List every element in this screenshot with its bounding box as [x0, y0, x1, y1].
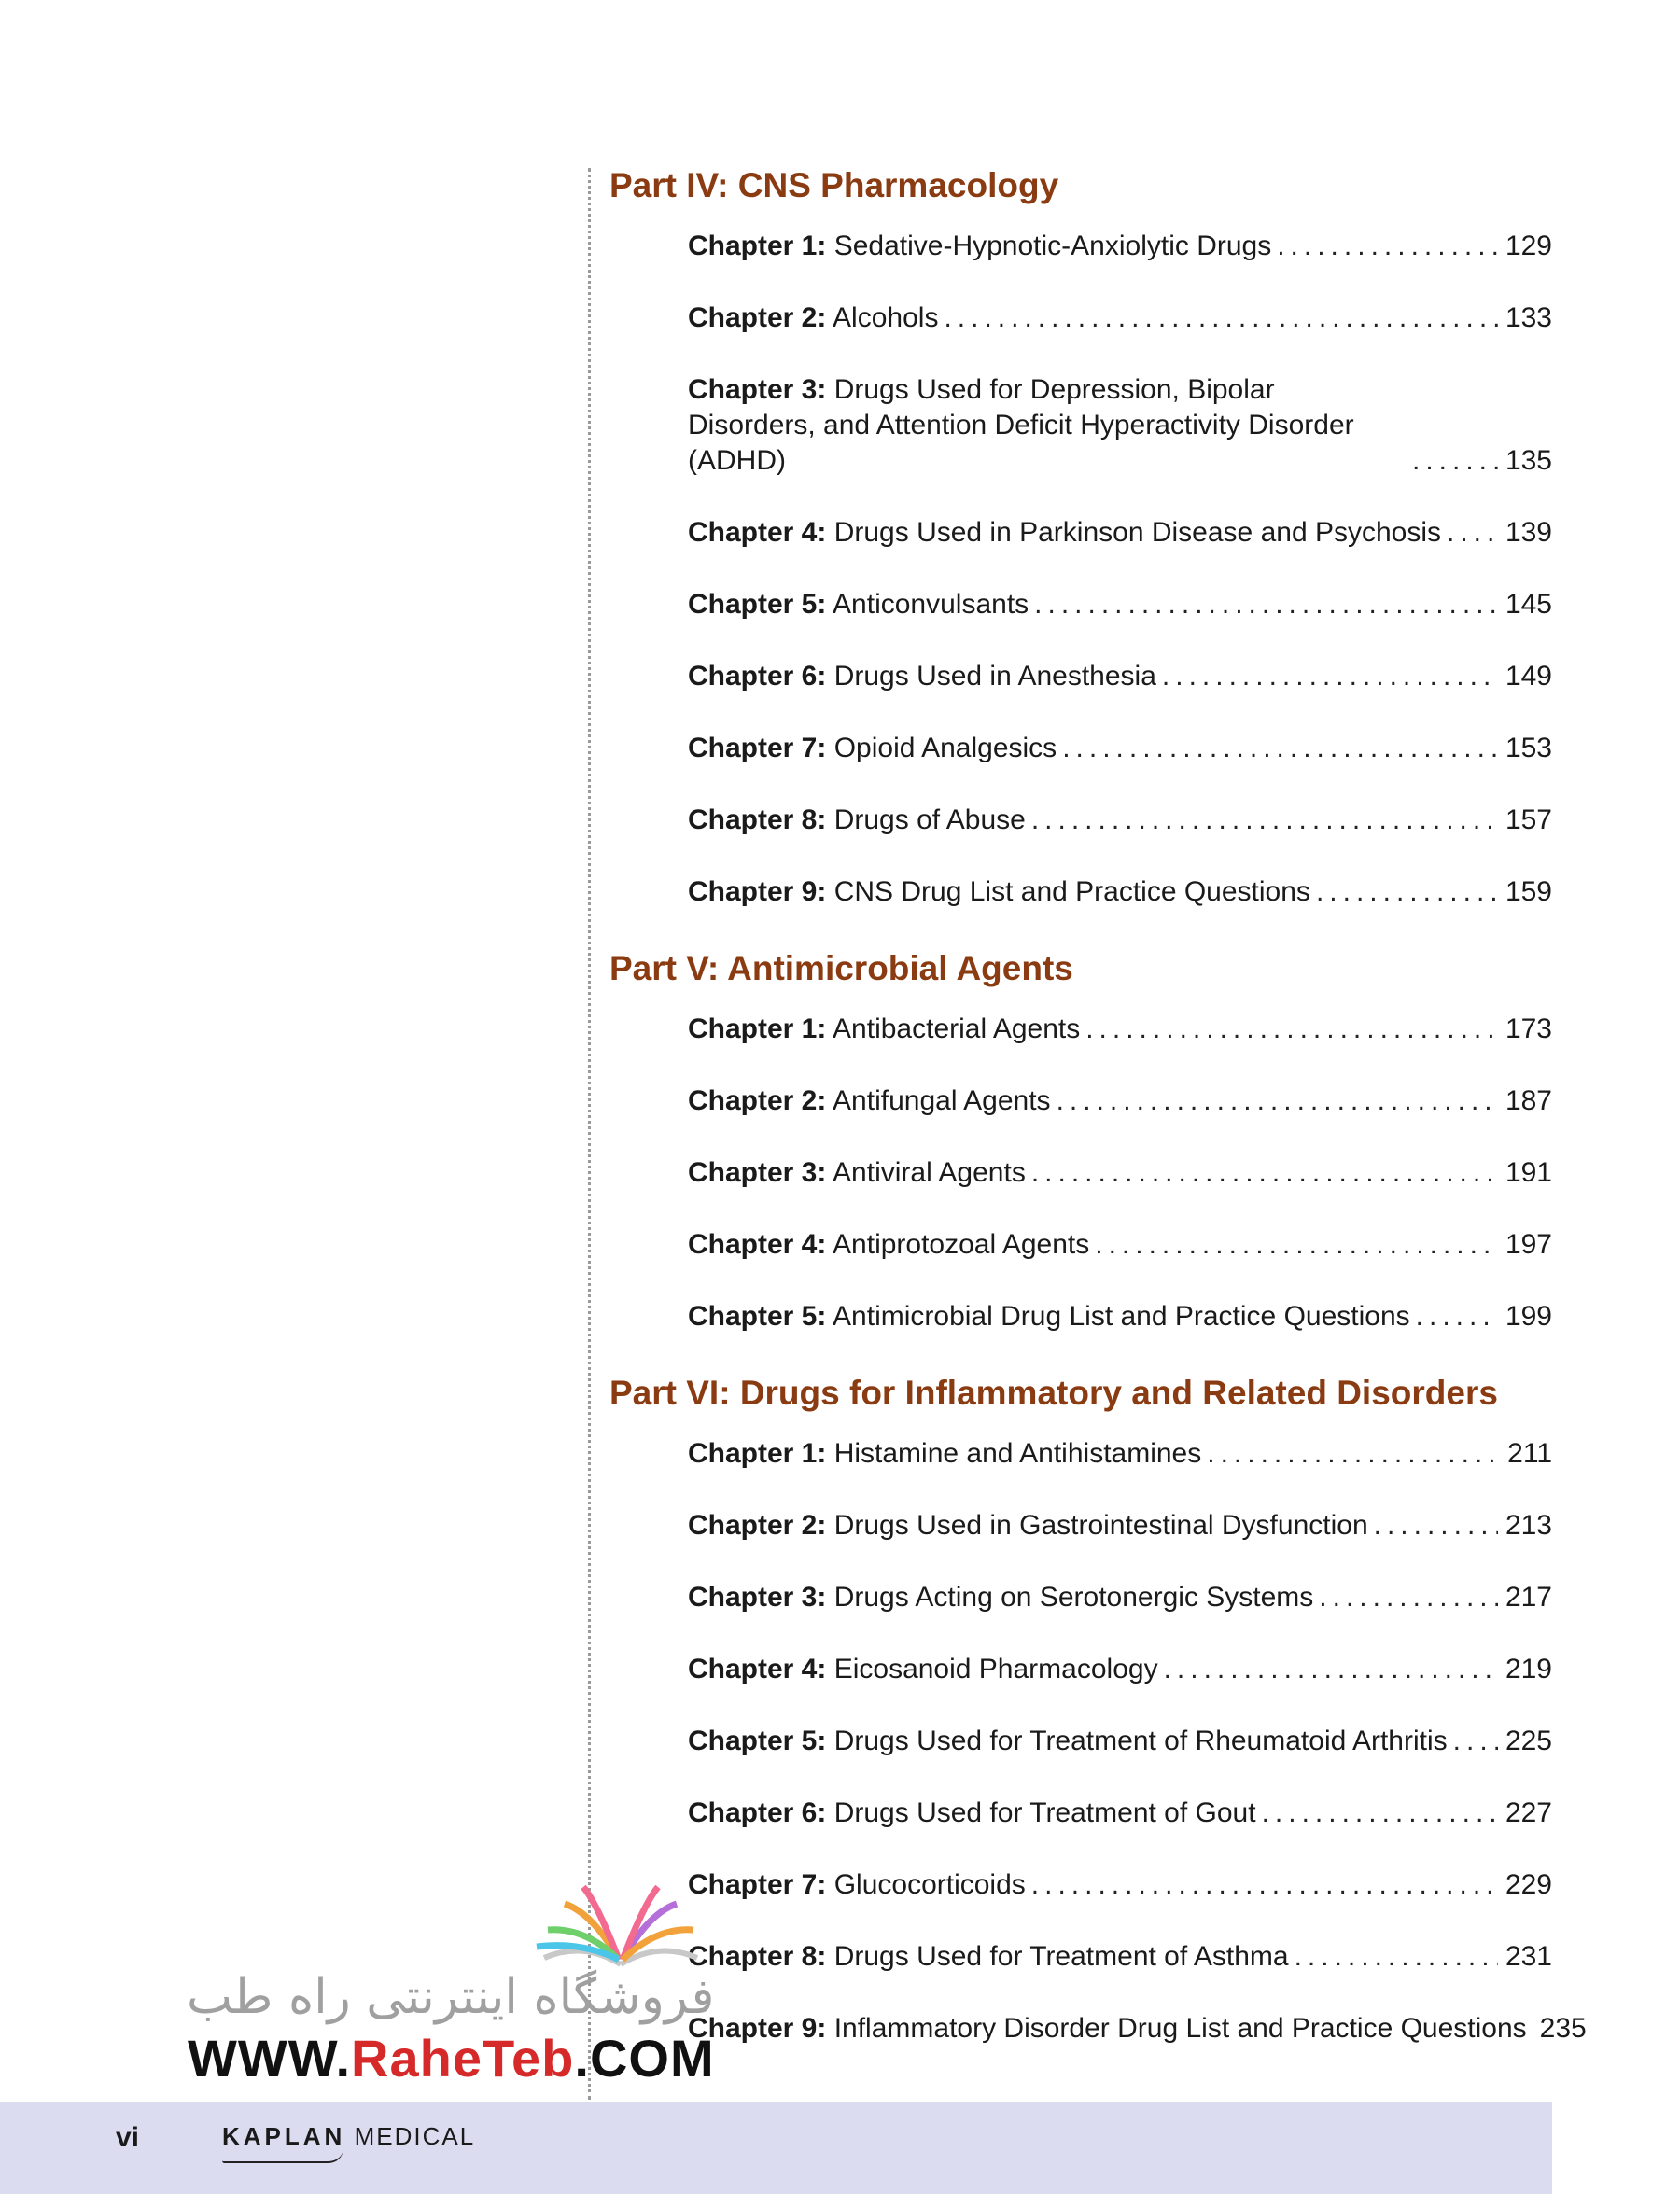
chapter-label: Chapter 8: — [688, 804, 827, 835]
chapter-label: Chapter 2: — [688, 302, 827, 333]
chapter-title: Drugs Used in Parkinson Disease and Psychosis — [833, 517, 1442, 548]
toc-entry[interactable] — [688, 2011, 1587, 2047]
page-number: 145 — [1505, 589, 1552, 620]
page-number: 199 — [1505, 1301, 1552, 1332]
chapter-title: Drugs Used for Treatment of Gout — [833, 1797, 1256, 1828]
chapter-label: Chapter 7: — [688, 1869, 827, 1900]
page-number: 153 — [1505, 733, 1552, 763]
chapter-label: Chapter 7: — [688, 733, 827, 763]
toc-entry[interactable] — [688, 229, 1552, 264]
leader-dots — [1031, 1155, 1498, 1191]
logo-swoosh — [222, 2148, 343, 2163]
part-vi — [609, 1371, 1587, 2047]
chapter-title: Antibacterial Agents — [833, 1013, 1081, 1044]
toc-entry[interactable] — [688, 515, 1552, 551]
leader-dots — [1374, 1508, 1498, 1544]
chapter-label: Chapter 2: — [688, 1510, 827, 1541]
chapter-title: Drugs Used for Treatment of Asthma — [833, 1941, 1289, 1972]
part-title: Part V: Antimicrobial Agents — [609, 949, 1073, 987]
leader-dots — [1277, 229, 1498, 264]
page-number: 213 — [1505, 1510, 1552, 1541]
toc-entry[interactable] — [688, 1724, 1552, 1759]
leader-dots — [1057, 1083, 1498, 1119]
leader-dots — [1316, 874, 1498, 910]
page-number: 229 — [1505, 1869, 1552, 1900]
leader-dots — [1447, 515, 1498, 551]
chapter-label: Chapter 1: — [688, 1438, 827, 1469]
leader-dots — [1085, 1012, 1498, 1047]
page-number: 231 — [1505, 1941, 1552, 1972]
chapter-label: Chapter 5: — [688, 1726, 827, 1756]
part-title: Part VI: Drugs for Inflammatory and Related Disorders — [609, 1374, 1498, 1412]
page-number: 197 — [1505, 1229, 1552, 1260]
toc-entry[interactable] — [688, 659, 1552, 694]
chapter-label: Chapter 1: — [688, 1013, 827, 1044]
toc-entry[interactable] — [688, 1796, 1552, 1831]
leader-dots — [1031, 1867, 1498, 1903]
brand-name: KAPLAN — [222, 2122, 346, 2150]
toc-entry[interactable] — [688, 587, 1552, 622]
toc-entry[interactable] — [688, 1083, 1552, 1119]
dotted-divider — [588, 168, 591, 2100]
watermark — [182, 1876, 723, 2090]
toc-entry[interactable] — [688, 874, 1552, 910]
page-number: 217 — [1505, 1582, 1552, 1613]
part-iv — [609, 163, 1552, 910]
toc-entry[interactable] — [688, 1867, 1552, 1903]
chapter-label: Chapter 6: — [688, 1797, 827, 1828]
leader-dots — [1162, 659, 1498, 694]
leader-dots — [1262, 1796, 1498, 1831]
page-number: 149 — [1505, 661, 1552, 692]
chapter-title: Opioid Analgesics — [833, 733, 1057, 763]
chapter-title: Drugs Used for Depression, Bipolar Disorders, and Attention Deficit Hyperactivity Disorder (ADHD) — [688, 374, 1354, 476]
page-number: 157 — [1505, 804, 1552, 835]
leader-dots — [1095, 1227, 1498, 1263]
toc-entry[interactable] — [688, 300, 1552, 336]
toc-entry[interactable] — [688, 1652, 1552, 1687]
chapter-title: Glucocorticoids — [833, 1869, 1026, 1900]
toc-entry[interactable] — [688, 731, 1552, 766]
chapter-label: Chapter 3: — [688, 1582, 827, 1613]
watermark-url: WWW.RaheTeb.COM — [188, 2029, 715, 2088]
page-number: 139 — [1505, 517, 1552, 548]
chapter-title: Antiviral Agents — [833, 1157, 1026, 1188]
page-number: 129 — [1505, 231, 1552, 261]
leader-dots — [1319, 1580, 1498, 1615]
open-book-rainbow-icon — [527, 1876, 714, 1978]
chapter-title: Drugs Used in Gastrointestinal Dysfunction — [833, 1510, 1368, 1541]
leader-dots — [1034, 587, 1498, 622]
leader-dots — [1164, 1652, 1498, 1687]
chapter-title: Drugs Used in Anesthesia — [833, 661, 1156, 692]
toc-entry[interactable] — [688, 1299, 1552, 1335]
toc-entry[interactable] — [688, 1580, 1552, 1615]
chapter-title: Antifungal Agents — [833, 1085, 1051, 1116]
kaplan-logo — [222, 2122, 475, 2151]
part-title: Part IV: CNS Pharmacology — [609, 166, 1059, 204]
chapter-label: Chapter 5: — [688, 1301, 827, 1332]
chapter-title: Anticonvulsants — [833, 589, 1029, 620]
page-number: 191 — [1505, 1157, 1552, 1188]
chapter-label: Chapter 4: — [688, 1229, 827, 1260]
leader-dots — [1453, 1724, 1498, 1759]
leader-dots — [1062, 731, 1498, 766]
page-number: 133 — [1505, 302, 1552, 333]
chapter-label: Chapter 1: — [688, 231, 827, 261]
page-number: 227 — [1505, 1797, 1552, 1828]
chapter-title: Alcohols — [833, 302, 939, 333]
chapter-label: Chapter 6: — [688, 661, 827, 692]
chapter-title: Eicosanoid Pharmacology — [833, 1654, 1158, 1684]
chapter-title: Drugs Acting on Serotonergic Systems — [833, 1582, 1314, 1613]
toc-entry[interactable] — [688, 1012, 1552, 1047]
toc-entry[interactable] — [688, 1436, 1552, 1472]
leader-dots — [1412, 443, 1498, 479]
toc-entry[interactable] — [688, 372, 1552, 479]
chapter-title: Antiprotozoal Agents — [833, 1229, 1090, 1260]
toc-entry[interactable] — [688, 1508, 1552, 1544]
toc-entry[interactable] — [688, 803, 1552, 838]
chapter-label: Chapter 8: — [688, 1941, 827, 1972]
chapter-title: Antimicrobial Drug List and Practice Questions — [833, 1301, 1410, 1332]
brand-suffix: MEDICAL — [354, 2122, 476, 2150]
leader-dots — [1295, 1939, 1498, 1975]
chapter-label: Chapter 3: — [688, 1157, 827, 1188]
page-number: 135 — [1505, 445, 1552, 476]
table-of-contents — [609, 163, 1587, 2083]
watermark-persian-text: فروشگاه اینترنتی راه طب — [187, 1969, 715, 2025]
leader-dots — [1207, 1436, 1500, 1472]
page-number: 173 — [1505, 1013, 1552, 1044]
leader-dots — [1416, 1299, 1498, 1335]
chapter-title: CNS Drug List and Practice Questions — [833, 876, 1310, 907]
page-number: 187 — [1505, 1085, 1552, 1116]
chapter-label: Chapter 5: — [688, 589, 827, 620]
page-number: 235 — [1539, 2013, 1587, 2044]
chapter-title: Drugs Used for Treatment of Rheumatoid Arthritis — [833, 1726, 1448, 1756]
part-v — [609, 946, 1552, 1335]
chapter-label: Chapter 9: — [688, 876, 827, 907]
chapter-label: Chapter 4: — [688, 1654, 827, 1684]
page-number: 159 — [1505, 876, 1552, 907]
leader-dots — [944, 300, 1497, 336]
chapter-title: Histamine and Antihistamines — [833, 1438, 1202, 1469]
chapter-label: Chapter 4: — [688, 517, 827, 548]
chapter-label: Chapter 2: — [688, 1085, 827, 1116]
chapter-label: Chapter 9: — [688, 2013, 827, 2044]
page-number: 219 — [1505, 1654, 1552, 1684]
chapter-title: Inflammatory Disorder Drug List and Practice Questions — [833, 2013, 1527, 2044]
chapter-title: Sedative-Hypnotic-Anxiolytic Drugs — [833, 231, 1272, 261]
page-number: 211 — [1507, 1438, 1552, 1469]
toc-entry[interactable] — [688, 1227, 1552, 1263]
toc-entry[interactable] — [688, 1155, 1552, 1191]
chapter-label: Chapter 3: — [688, 374, 827, 405]
leader-dots — [1031, 803, 1498, 838]
footer-page-number: vi — [116, 2122, 140, 2153]
page-number: 225 — [1505, 1726, 1552, 1756]
toc-entry[interactable] — [688, 1939, 1552, 1975]
chapter-title: Drugs of Abuse — [833, 804, 1026, 835]
